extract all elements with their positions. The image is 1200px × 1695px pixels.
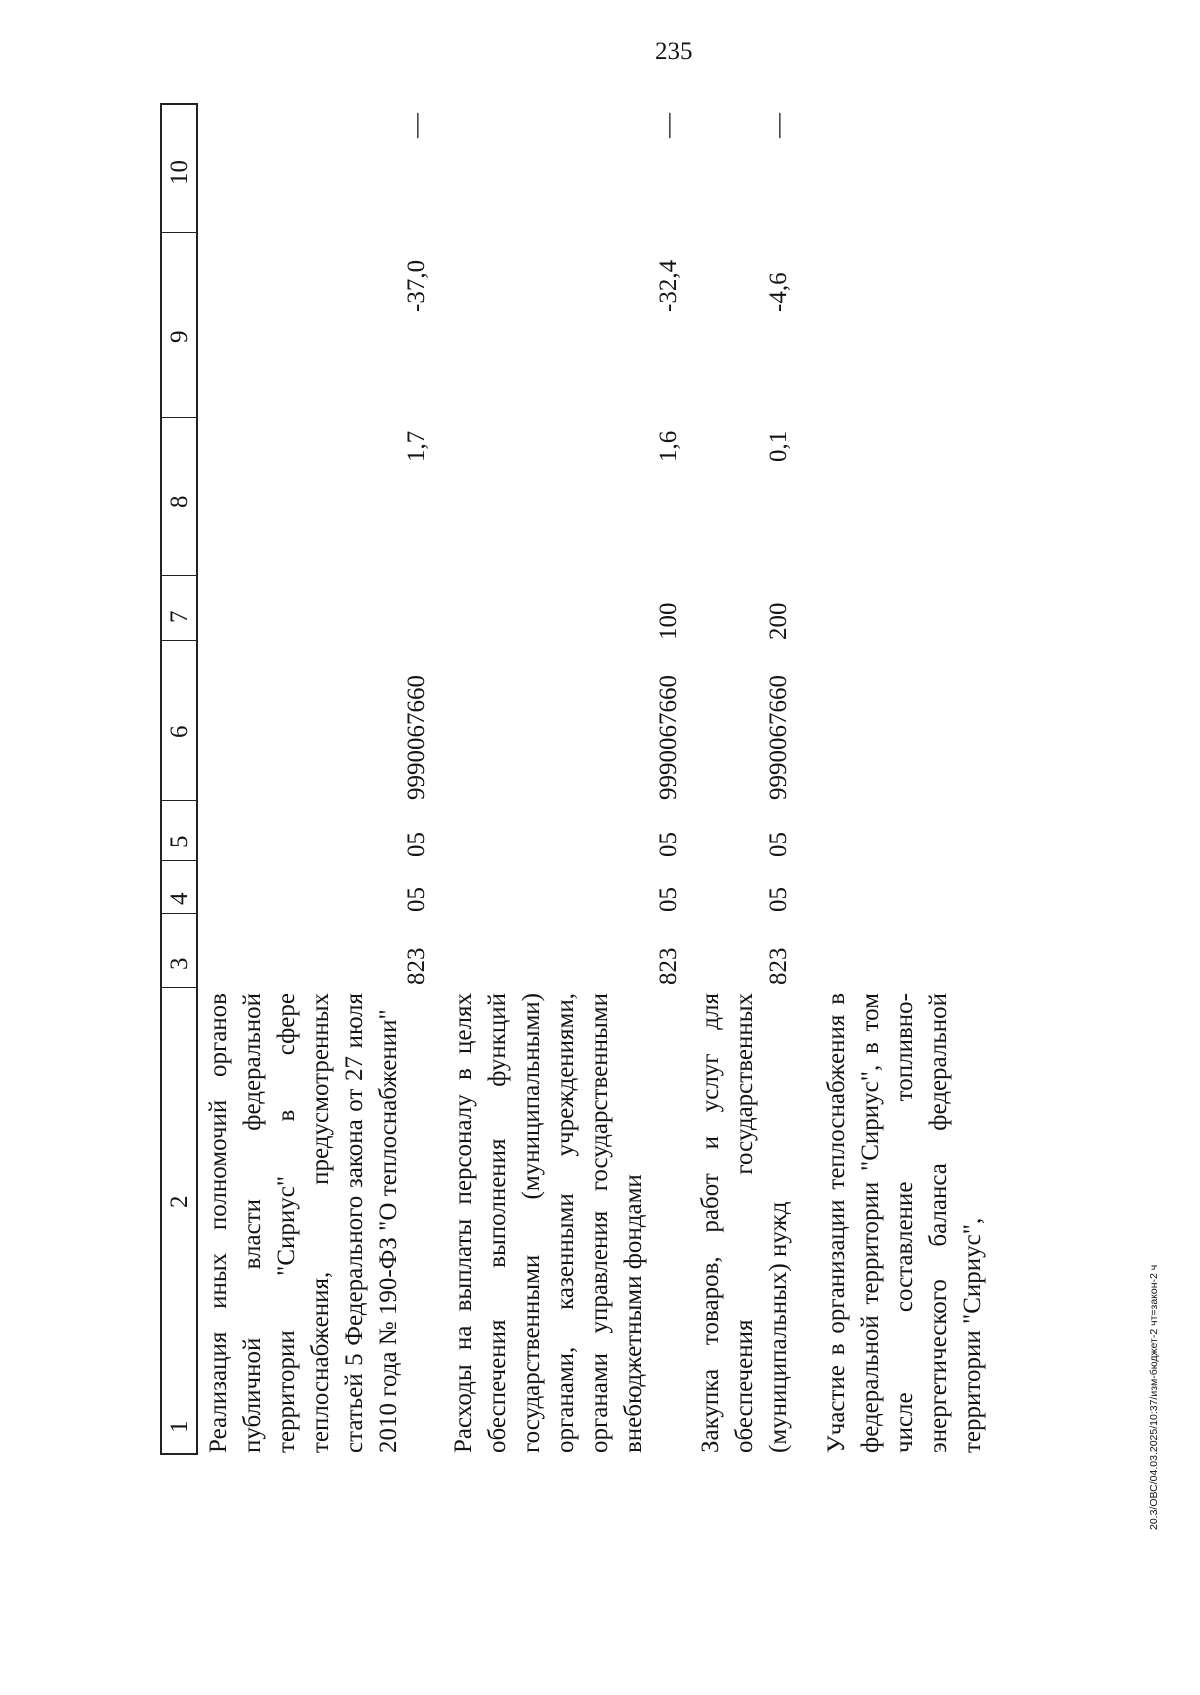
cell-col9: -37,0 — [403, 259, 430, 312]
header-col-10: 10 — [166, 160, 193, 185]
cell-col8: 1,7 — [403, 430, 430, 462]
cell-col10: — — [655, 113, 682, 138]
row-name: Расходы на выплаты персоналу в целях обеспечения выполнения функций государственными (муниципальными) органами, казенными учреждениями, органами управления государственными внебюджетными фондами — [450, 993, 647, 1453]
cell-col5: 05 — [403, 832, 430, 857]
cell-col9: -32,4 — [655, 259, 682, 312]
cell-col7: 200 — [765, 602, 792, 640]
cell-col4: 05 — [655, 887, 682, 912]
cell-col3: 823 — [403, 947, 430, 985]
header-col-6: 6 — [166, 725, 193, 738]
header-col-2: 2 — [166, 1195, 193, 1208]
cell-col3: 823 — [765, 947, 792, 985]
page-number: 235 — [655, 38, 693, 65]
row-name: Участие в организации теплоснабжения в федеральной территории "Сириус", в том числе составление топливно-энергетического баланса федеральной территории "Сириус", — [823, 993, 986, 1453]
cell-col6: 9990067660 — [403, 675, 430, 800]
header-col-4: 4 — [166, 892, 193, 905]
cell-col5: 05 — [655, 832, 682, 857]
cell-col6: 9990067660 — [765, 675, 792, 800]
cell-col9: -4,6 — [765, 272, 792, 312]
cell-col10: — — [765, 113, 792, 138]
row-name: Реализация иных полномочий органов публичной власти федеральной территории "Сириус" в сфере теплоснабжения, предусмотренных статьей 5 Федерального закона от 27 июля 2010 года № 190-ФЗ "О теплоснабжении" — [205, 993, 402, 1453]
cell-col4: 05 — [765, 887, 792, 912]
row-name: Закупка товаров, работ и услуг для обеспечения государственных (муниципальных) нужд — [697, 993, 792, 1453]
header-col-7: 7 — [166, 610, 193, 623]
cell-col6: 9990067660 — [655, 675, 682, 800]
cell-col4: 05 — [403, 887, 430, 912]
cell-col5: 05 — [765, 832, 792, 857]
header-col-9: 9 — [166, 330, 193, 343]
cell-col3: 823 — [655, 947, 682, 985]
cell-col10: — — [403, 113, 430, 138]
header-col-8: 8 — [166, 495, 193, 508]
cell-col7: 100 — [655, 602, 682, 640]
header-col-1: 1 — [166, 1420, 193, 1433]
cell-col8: 0,1 — [765, 430, 792, 462]
header-col-5: 5 — [166, 835, 193, 848]
footer-code: 20.3/ОВС/04.03.2025/10:37/изм-бюджет-2 чт=закон-2 ч — [1148, 1264, 1160, 1530]
cell-col8: 1,6 — [655, 430, 682, 462]
header-col-3: 3 — [166, 957, 193, 970]
